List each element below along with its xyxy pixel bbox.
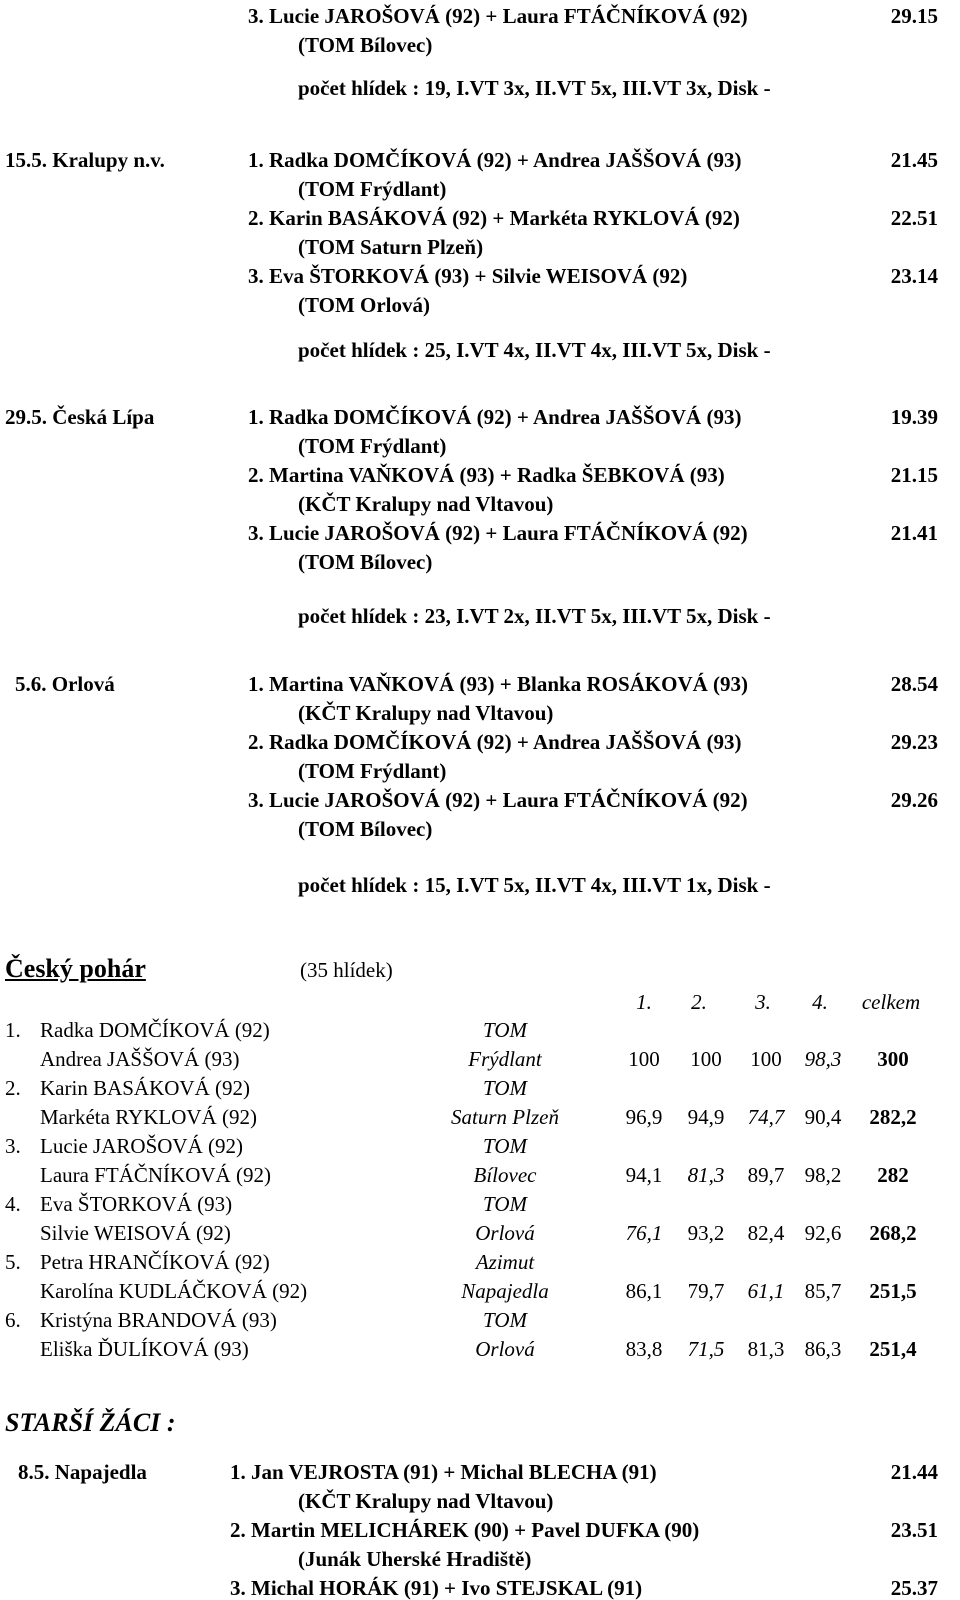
cup-club-2: Frýdlant bbox=[468, 1047, 542, 1071]
cup-club-2: Napajedla bbox=[461, 1279, 549, 1303]
cup-total: 268,2 bbox=[869, 1221, 917, 1245]
cup-column-header: 3. bbox=[755, 990, 771, 1014]
cup-total: 282 bbox=[877, 1163, 909, 1187]
cup-rank: 6. bbox=[5, 1308, 21, 1332]
cup-score: 86,1 bbox=[625, 1279, 663, 1303]
cup-score: 100 bbox=[690, 1047, 722, 1071]
entry-time: 25.37 bbox=[890, 1576, 938, 1600]
cup-score: 92,6 bbox=[804, 1221, 842, 1245]
cup-rank: 5. bbox=[5, 1250, 21, 1274]
entry-time: 29.23 bbox=[890, 730, 938, 754]
race-summary: počet hlídek : 23, I.VT 2x, II.VT 5x, III.VT 5x, Disk - bbox=[298, 604, 771, 628]
entry-time: 28.54 bbox=[890, 672, 938, 696]
entry-club: (KČT Kralupy nad Vltavou) bbox=[298, 1489, 554, 1513]
cup-score: 86,3 bbox=[804, 1337, 842, 1361]
entry-time: 21.41 bbox=[890, 521, 938, 545]
entry-names: 1. Jan VEJROSTA (91) + Michal BLECHA (91) bbox=[230, 1460, 657, 1484]
entry-time: 21.15 bbox=[890, 463, 938, 487]
entry-names: 2. Radka DOMČÍKOVÁ (92) + Andrea JAŠŠOVÁ (93) bbox=[248, 730, 742, 754]
cup-score: 71,5 bbox=[687, 1337, 725, 1361]
cup-total: 282,2 bbox=[869, 1105, 917, 1129]
cup-score: 96,9 bbox=[625, 1105, 663, 1129]
entry-names: 3. Lucie JAROŠOVÁ (92) + Laura FTÁČNÍKOVÁ (92) bbox=[248, 788, 748, 812]
cup-name-1: Karin BASÁKOVÁ (92) bbox=[40, 1076, 250, 1100]
cup-name-2: Karolína KUDLÁČKOVÁ (92) bbox=[40, 1279, 308, 1303]
race-summary: počet hlídek : 19, I.VT 3x, II.VT 5x, III.VT 3x, Disk - bbox=[298, 76, 771, 100]
entry-time: 22.51 bbox=[890, 206, 938, 230]
cup-club-1: TOM bbox=[483, 1076, 527, 1100]
cup-name-1: Eva ŠTORKOVÁ (93) bbox=[40, 1192, 233, 1216]
cup-score: 94,1 bbox=[625, 1163, 663, 1187]
cup-name-2: Silvie WEISOVÁ (92) bbox=[40, 1221, 231, 1245]
cup-score: 76,1 bbox=[625, 1221, 663, 1245]
cup-column-header: 2. bbox=[691, 990, 707, 1014]
cup-club-2: Orlová bbox=[475, 1221, 535, 1245]
entry-names: 3. Michal HORÁK (91) + Ivo STEJSKAL (91) bbox=[230, 1576, 643, 1600]
cup-score: 89,7 bbox=[747, 1163, 785, 1187]
cup-score: 94,9 bbox=[687, 1105, 725, 1129]
entry-time: 21.44 bbox=[890, 1460, 938, 1484]
race-date-place: 29.5. Česká Lípa bbox=[5, 405, 155, 429]
cup-name-1: Lucie JAROŠOVÁ (92) bbox=[40, 1134, 243, 1158]
cup-total: 251,4 bbox=[869, 1337, 917, 1361]
entry-names: 1. Radka DOMČÍKOVÁ (92) + Andrea JAŠŠOVÁ (93) bbox=[248, 405, 742, 429]
entry-names: 3. Eva ŠTORKOVÁ (93) + Silvie WEISOVÁ (92) bbox=[248, 264, 688, 288]
cup-rank: 1. bbox=[5, 1018, 21, 1042]
entry-club: (TOM Saturn Plzeň) bbox=[298, 235, 484, 259]
section-title: STARŠÍ ŽÁCI : bbox=[5, 1408, 176, 1437]
cup-name-1: Kristýna BRANDOVÁ (93) bbox=[40, 1308, 277, 1332]
race-summary: počet hlídek : 25, I.VT 4x, II.VT 4x, III.VT 5x, Disk - bbox=[298, 338, 771, 362]
entry-club: (TOM Bílovec) bbox=[298, 817, 433, 841]
cup-club-2: Saturn Plzeň bbox=[451, 1105, 559, 1129]
cup-name-2: Andrea JAŠŠOVÁ (93) bbox=[40, 1047, 240, 1071]
cup-title: Český pohár bbox=[5, 954, 146, 983]
entry-club: (KČT Kralupy nad Vltavou) bbox=[298, 492, 554, 516]
race-date-place: 15.5. Kralupy n.v. bbox=[5, 148, 165, 172]
cup-club-1: TOM bbox=[483, 1134, 527, 1158]
cup-name-2: Eliška ĎULÍKOVÁ (93) bbox=[40, 1337, 249, 1361]
race-date-place: 8.5. Napajedla bbox=[18, 1460, 147, 1484]
cup-team-count: (35 hlídek) bbox=[300, 958, 393, 982]
entry-time: 23.51 bbox=[890, 1518, 938, 1542]
entry-names: 2. Martin MELICHÁREK (90) + Pavel DUFKA (90) bbox=[230, 1518, 700, 1542]
cup-rank: 4. bbox=[5, 1192, 21, 1216]
cup-score: 93,2 bbox=[687, 1221, 725, 1245]
cup-column-header: 1. bbox=[636, 990, 652, 1014]
cup-score: 100 bbox=[628, 1047, 660, 1071]
entry-time: 23.14 bbox=[890, 264, 938, 288]
entry-names: 1. Martina VAŇKOVÁ (93) + Blanka ROSÁKOVÁ (93) bbox=[248, 672, 749, 696]
cup-name-2: Laura FTÁČNÍKOVÁ (92) bbox=[40, 1163, 271, 1187]
entry-time: 19.39 bbox=[890, 405, 938, 429]
cup-name-1: Radka DOMČÍKOVÁ (92) bbox=[40, 1018, 270, 1042]
cup-total: 251,5 bbox=[869, 1279, 917, 1303]
entry-club: (TOM Frýdlant) bbox=[298, 434, 447, 458]
entry-names: 1. Radka DOMČÍKOVÁ (92) + Andrea JAŠŠOVÁ (93) bbox=[248, 148, 742, 172]
entry-names: 3. Lucie JAROŠOVÁ (92) + Laura FTÁČNÍKOVÁ (92) bbox=[248, 4, 748, 28]
cup-rank: 3. bbox=[5, 1134, 21, 1158]
race-summary: počet hlídek : 15, I.VT 5x, II.VT 4x, III.VT 1x, Disk - bbox=[298, 873, 771, 897]
entry-club: (TOM Orlová) bbox=[298, 293, 431, 317]
cup-name-1: Petra HRANČÍKOVÁ (92) bbox=[40, 1250, 270, 1274]
entry-time: 21.45 bbox=[890, 148, 938, 172]
entry-club: (KČT Kralupy nad Vltavou) bbox=[298, 701, 554, 725]
entry-club: (TOM Bílovec) bbox=[298, 550, 433, 574]
entry-club: (TOM Frýdlant) bbox=[298, 759, 447, 783]
cup-score: 61,1 bbox=[747, 1279, 785, 1303]
cup-total: 300 bbox=[877, 1047, 909, 1071]
cup-column-header: celkem bbox=[861, 990, 921, 1014]
cup-club-1: TOM bbox=[483, 1192, 527, 1216]
cup-score: 100 bbox=[750, 1047, 782, 1071]
cup-column-header: 4. bbox=[812, 990, 828, 1014]
entry-club: (Junák Uherské Hradiště) bbox=[298, 1547, 532, 1571]
cup-club-1: TOM bbox=[483, 1018, 527, 1042]
cup-score: 90,4 bbox=[804, 1105, 842, 1129]
entry-club: (TOM Bílovec) bbox=[298, 33, 433, 57]
entry-names: 2. Martina VAŇKOVÁ (93) + Radka ŠEBKOVÁ (93) bbox=[248, 463, 725, 487]
entry-club: (TOM Frýdlant) bbox=[298, 177, 447, 201]
cup-score: 83,8 bbox=[625, 1337, 663, 1361]
cup-score: 98,2 bbox=[804, 1163, 842, 1187]
cup-score: 81,3 bbox=[747, 1337, 785, 1361]
cup-rank: 2. bbox=[5, 1076, 21, 1100]
cup-score: 74,7 bbox=[747, 1105, 785, 1129]
cup-score: 81,3 bbox=[687, 1163, 725, 1187]
cup-club-2: Orlová bbox=[475, 1337, 535, 1361]
entry-time: 29.15 bbox=[890, 4, 938, 28]
cup-club-1: Azimut bbox=[475, 1250, 535, 1274]
cup-score: 79,7 bbox=[687, 1279, 725, 1303]
cup-score: 98,3 bbox=[804, 1047, 842, 1071]
entry-names: 3. Lucie JAROŠOVÁ (92) + Laura FTÁČNÍKOVÁ (92) bbox=[248, 521, 748, 545]
entry-time: 29.26 bbox=[890, 788, 938, 812]
entry-names: 2. Karin BASÁKOVÁ (92) + Markéta RYKLOVÁ (92) bbox=[248, 206, 740, 230]
cup-club-1: TOM bbox=[483, 1308, 527, 1332]
cup-name-2: Markéta RYKLOVÁ (92) bbox=[40, 1105, 257, 1129]
cup-score: 85,7 bbox=[804, 1279, 842, 1303]
cup-score: 82,4 bbox=[747, 1221, 785, 1245]
cup-club-2: Bílovec bbox=[473, 1163, 537, 1187]
race-date-place: 5.6. Orlová bbox=[15, 672, 115, 696]
